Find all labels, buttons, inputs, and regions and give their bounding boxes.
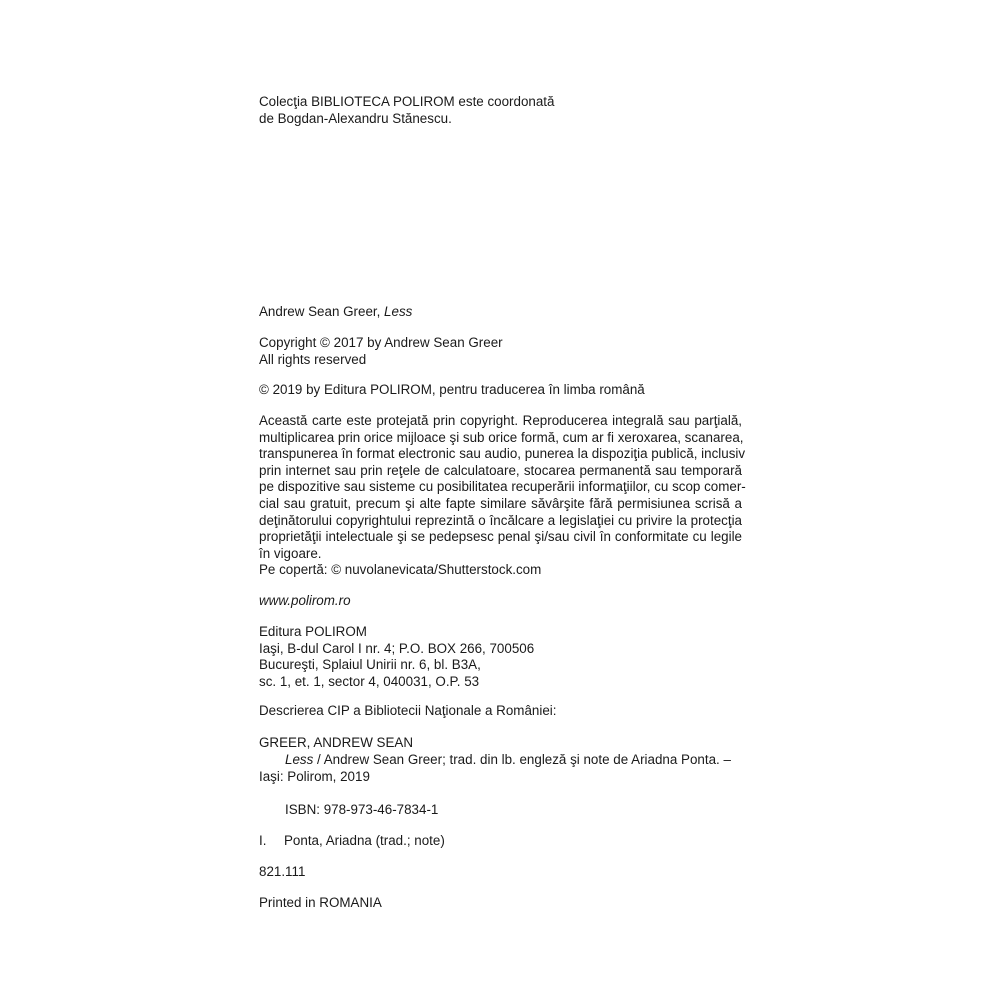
legal-notice-line: Această carte este protejată prin copyright. Reproducerea integrală sau parţială, [259, 413, 742, 428]
cip-entry-statement: / Andrew Sean Greer; trad. din lb. engleză şi note de Ariadna Ponta. – [313, 752, 731, 767]
isbn: ISBN: 978-973-46-7834-1 [285, 802, 439, 817]
legal-notice-line: proprietăţii intelectuale şi se pedepsesc penal şi/sau civil în conformitate cu legile [259, 529, 742, 545]
printed-in-block [259, 895, 742, 912]
copyright-translation-block [259, 382, 742, 399]
publisher-website: www.polirom.ro [259, 593, 351, 608]
series-note-line: de Bogdan-Alexandru Stănescu. [259, 110, 452, 126]
rights-reserved: All rights reserved [259, 351, 367, 367]
book-title: Less [384, 304, 413, 319]
copyright-original: Copyright © 2017 by Andrew Sean Greer [259, 335, 503, 350]
cip-author-block [259, 735, 742, 752]
legal-notice-line: în vigoare. [259, 545, 322, 561]
cip-entry-title: Less [285, 752, 314, 767]
publisher-address [259, 624, 742, 690]
cip-heading-block [259, 703, 742, 720]
legal-notice-line: cial sau gratuit, precum şi alte fapte similare săvârşite fără permisiunea scrisă a [259, 495, 742, 511]
contributor-index: I. [259, 833, 267, 848]
cip-entry-imprint: Iaşi: Polirom, 2019 [259, 768, 370, 784]
author-title-line [259, 304, 742, 321]
author-name: Andrew Sean Greer, [259, 304, 385, 319]
series-note-line: Colecţia BIBLIOTECA POLIROM este coordonată [259, 94, 555, 109]
legal-notice-line: transpunerea în format electronic sau audio, punerea la dispoziţia publică, inclusiv [259, 446, 746, 462]
publisher-address-line: sc. 1, et. 1, sector 4, 040031, O.P. 53 [259, 673, 480, 689]
series-note [259, 94, 742, 127]
cip-entry [259, 752, 742, 785]
cover-credit: Pe copertă: © nuvolanevicata/Shutterstock.com [259, 562, 542, 577]
legal-notice [259, 413, 746, 562]
contributor: Ponta, Ariadna (trad.; note) [284, 833, 445, 848]
cip-contributor-block [259, 833, 742, 850]
classification-number: 821.111 [259, 864, 306, 879]
cip-isbn-block [259, 802, 742, 819]
cip-heading: Descrierea CIP a Bibliotecii Naţionale a României: [259, 703, 557, 718]
publisher-address-line: Bucureşti, Splaiul Unirii nr. 6, bl. B3A, [259, 657, 481, 673]
legal-notice-line: pe dispozitive sau sisteme cu posibilitatea recuperării informaţiilor, cu scop comer- [259, 479, 746, 495]
classification-block [259, 864, 742, 881]
printed-in: Printed in ROMANIA [259, 895, 382, 910]
copyright-translation: © 2019 by Editura POLIROM, pentru traducerea în limba română [259, 382, 645, 397]
legal-notice-line: multiplicarea prin orice mijloace şi sub orice formă, cum ar fi xeroxarea, scanarea, [259, 429, 744, 445]
publisher-name: Editura POLIROM [259, 624, 367, 639]
copyright-original-block [259, 335, 742, 368]
cover-credit-block [259, 562, 742, 579]
cip-author-heading: GREER, ANDREW SEAN [259, 735, 414, 750]
legal-notice-line: prin internet sau prin reţele de calculatoare, stocarea permanentă sau temporară [259, 462, 742, 478]
publisher-address-line: Iaşi, B-dul Carol I nr. 4; P.O. BOX 266, 700506 [259, 640, 535, 656]
website-block [259, 593, 742, 610]
legal-notice-line: deţinătorului copyrightului reprezintă o încălcare a legislaţiei cu privire la protecţia [259, 512, 742, 528]
